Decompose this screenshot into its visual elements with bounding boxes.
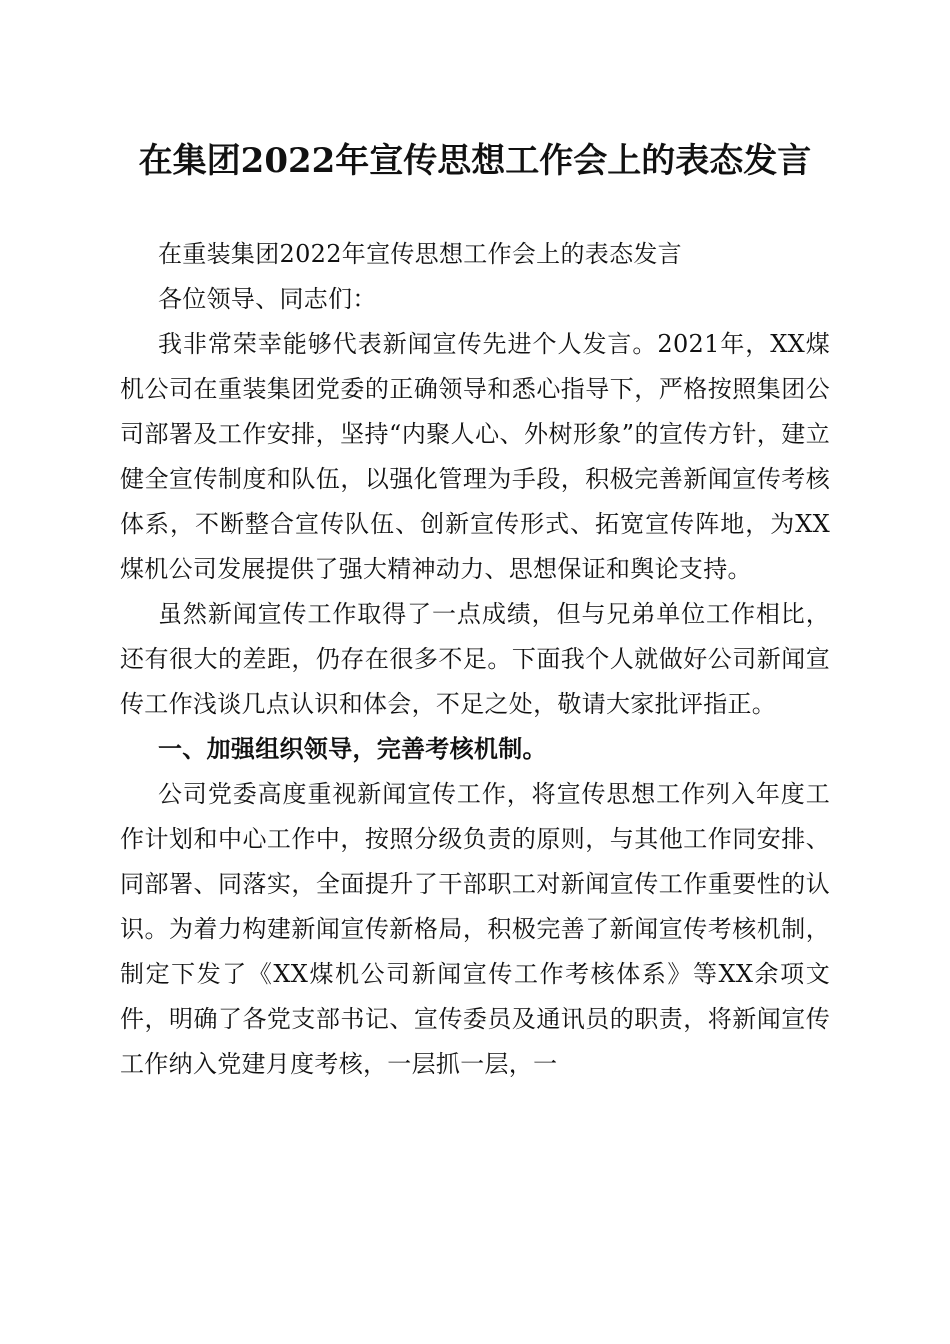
document-title: 在集团2022年宣传思想工作会上的表态发言	[138, 141, 812, 181]
paragraph-salutation: 各位领导、同志们：	[158, 285, 377, 313]
section-heading-1: 一、加强组织领导，完善考核机制。	[158, 735, 547, 763]
paragraph-intro: 我非常荣幸能够代表新闻宣传先进个人发言。2021年，XX煤机公司在重装集团党委的正确领导和悉心指导下，严格按照集团公司部署及工作安排，坚持“内聚人心、外树形象”的宣传方针，建立健全宣传制度和队伍，以强化管理为手段，积极完善新闻宣传考核体系，不断整合宣传队伍、创新宣传形式、拓宽宣传阵地，为XX煤机公司发展提供了强大精神动力、思想保证和舆论支持。	[120, 330, 830, 583]
document-body	[120, 232, 830, 1087]
paragraph-subtitle: 在重装集团2022年宣传思想工作会上的表态发言	[158, 240, 682, 268]
paragraph-shortcomings: 虽然新闻宣传工作取得了一点成绩，但与兄弟单位工作相比，还有很大的差距，仍存在很多不足。下面我个人就做好公司新闻宣传工作浅谈几点认识和体会，不足之处，敬请大家批评指正。	[120, 600, 830, 718]
paragraph-section-1: 公司党委高度重视新闻宣传工作，将宣传思想工作列入年度工作计划和中心工作中，按照分级负责的原则，与其他工作同安排、同部署、同落实，全面提升了干部职工对新闻宣传工作重要性的认识。为着力构建新闻宣传新格局，积极完善了新闻宣传考核机制，制定下发了《XX煤机公司新闻宣传工作考核体系》等XX余项文件，明确了各党支部书记、宣传委员及通讯员的职责，将新闻宣传工作纳入党建月度考核，一层抓一层，一	[120, 780, 830, 1078]
